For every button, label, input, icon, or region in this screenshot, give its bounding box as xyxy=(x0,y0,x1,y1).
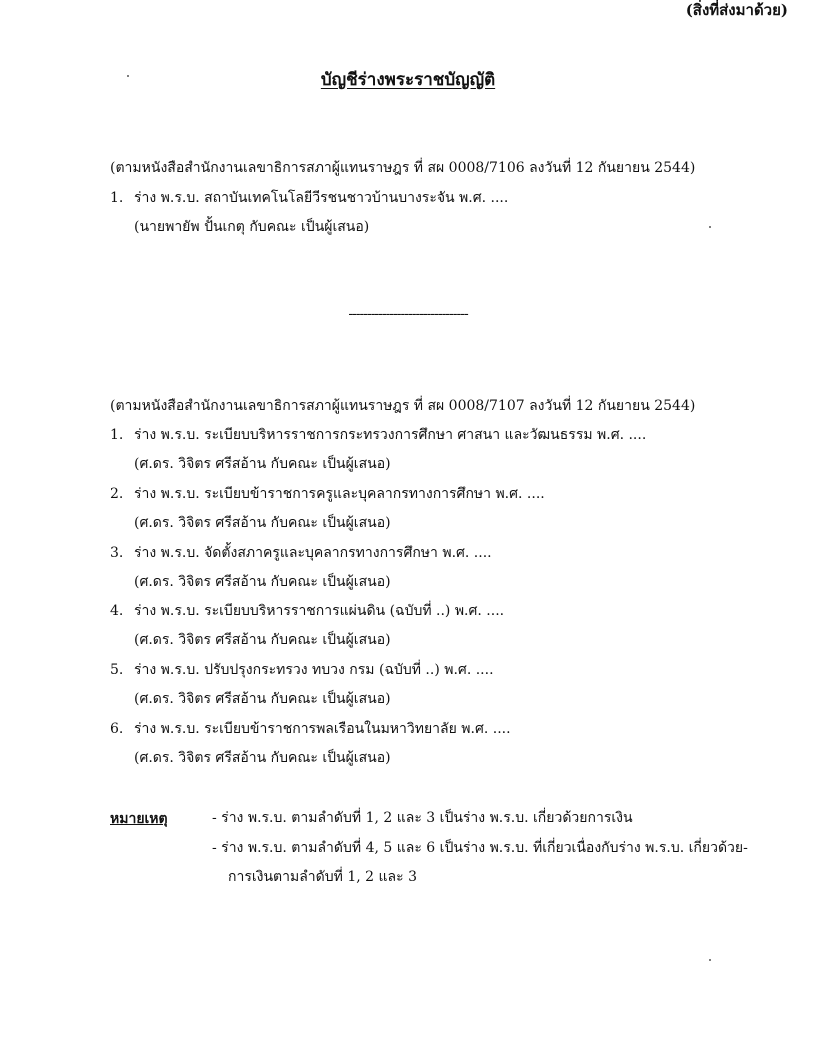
page-title: บัญชีร่างพระราชบัญญัติ xyxy=(320,70,496,90)
attachment-note: (สิ่งที่ส่งมาด้วย) xyxy=(685,1,788,19)
bill-proposer: (ศ.ดร. วิจิตร ศรีสอ้าน กับคณะ เป็นผู้เสนอ) xyxy=(134,691,391,707)
item-number: 3. xyxy=(110,545,124,561)
bill-proposer: (ศ.ดร. วิจิตร ศรีสอ้าน กับคณะ เป็นผู้เสนอ) xyxy=(134,574,391,590)
bill-proposer: (ศ.ดร. วิจิตร ศรีสอ้าน กับคณะ เป็นผู้เสนอ) xyxy=(134,456,391,472)
bill-title: ร่าง พ.ร.บ. ระเบียบบริหารราชการกระทรวงการศึกษา ศาสนา และวัฒนธรรม พ.ศ. .... xyxy=(134,427,647,443)
item-number: 1. xyxy=(110,427,124,443)
scan-speck xyxy=(709,959,711,961)
bill-proposer: (ศ.ดร. วิจิตร ศรีสอ้าน กับคณะ เป็นผู้เสนอ) xyxy=(134,632,391,648)
remarks-label: หมายเหตุ xyxy=(110,811,168,827)
section1-reference: (ตามหนังสือสำนักงานเลขาธิการสภาผู้แทนราษฎร ที่ สผ 0008/7106 ลงวันที่ 12 กันยายน 2544) xyxy=(110,160,696,176)
bill-title: ร่าง พ.ร.บ. สถาบันเทคโนโลยีวีรชนชาวบ้านบางระจัน พ.ศ. .... xyxy=(134,190,509,206)
scan-speck xyxy=(127,75,129,77)
item-number: 5. xyxy=(110,662,124,678)
bill-title: ร่าง พ.ร.บ. ปรับปรุงกระทรวง ทบวง กรม (ฉบับที่ ..) พ.ศ. .... xyxy=(134,662,494,678)
section2-reference: (ตามหนังสือสำนักงานเลขาธิการสภาผู้แทนราษฎร ที่ สผ 0008/7107 ลงวันที่ 12 กันยายน 2544) xyxy=(110,398,696,414)
bill-proposer: (ศ.ดร. วิจิตร ศรีสอ้าน กับคณะ เป็นผู้เสนอ) xyxy=(134,515,391,531)
section-divider: -------------------------------- xyxy=(348,306,468,322)
remark-note: - ร่าง พ.ร.บ. ตามลำดับที่ 1, 2 และ 3 เป็นร่าง พ.ร.บ. เกี่ยวด้วยการเงิน xyxy=(212,810,633,826)
bill-title: ร่าง พ.ร.บ. ระเบียบบริหารราชการแผ่นดิน (ฉบับที่ ..) พ.ศ. .... xyxy=(134,603,505,619)
remark-note: - ร่าง พ.ร.บ. ตามลำดับที่ 4, 5 และ 6 เป็นร่าง พ.ร.บ. ที่เกี่ยวเนื่องกับร่าง พ.ร.บ. เกี่ยวด้วย- xyxy=(212,840,748,856)
bill-proposer: (นายพายัพ ปั้นเกตุ กับคณะ เป็นผู้เสนอ) xyxy=(134,219,370,235)
item-number: 6. xyxy=(110,721,124,737)
bill-title: ร่าง พ.ร.บ. จัดตั้งสภาครูและบุคลากรทางการศึกษา พ.ศ. .... xyxy=(134,545,492,561)
bill-title: ร่าง พ.ร.บ. ระเบียบข้าราชการครูและบุคลากรทางการศึกษา พ.ศ. .... xyxy=(134,486,545,502)
bill-title: ร่าง พ.ร.บ. ระเบียบข้าราชการพลเรือนในมหาวิทยาลัย พ.ศ. .... xyxy=(134,721,511,737)
item-number: 1. xyxy=(110,190,124,206)
bill-proposer: (ศ.ดร. วิจิตร ศรีสอ้าน กับคณะ เป็นผู้เสนอ) xyxy=(134,750,391,766)
scan-speck xyxy=(709,226,711,228)
remark-note-continuation: การเงินตามลำดับที่ 1, 2 และ 3 xyxy=(228,869,417,885)
item-number: 4. xyxy=(110,603,124,619)
item-number: 2. xyxy=(110,486,124,502)
